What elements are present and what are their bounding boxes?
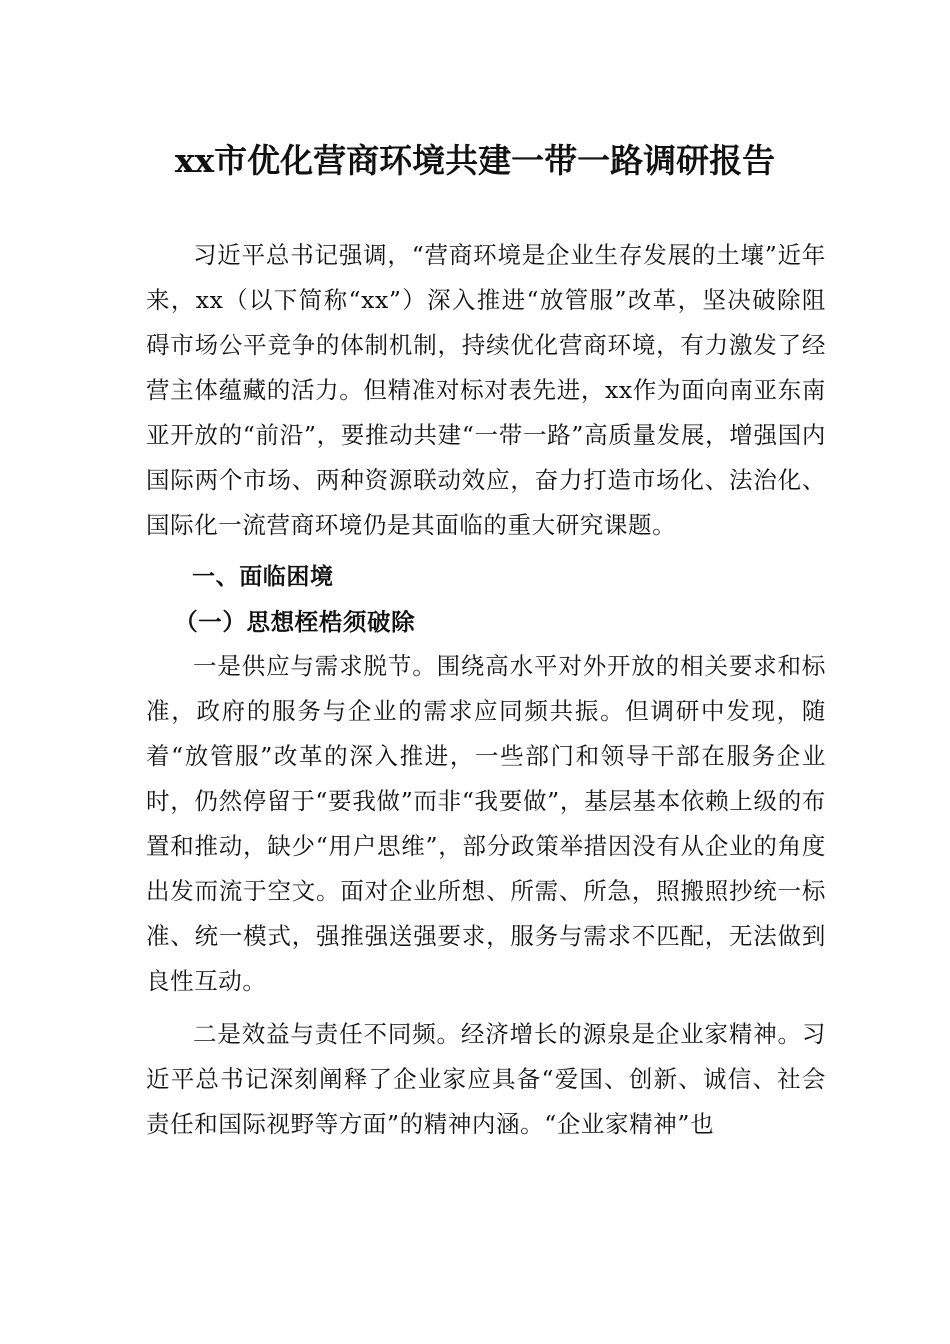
- point-1-body: 围绕高水平对外开放的相关要求和标准，政府的服务与企业的需求应同频共振。但调研中发现，随着“放管服”改革的深入推进，一些部门和领导干部在服务企业时，仍然停留于“要我做”而非“我要做”，基层基本依赖上级的布置和推动，缺少“用户思维”，部分政策举措因没有从企业的角度出发而流于空文。面对企业所想、所需、所急，照搬照抄统一标准、统一模式，强推强送强要求，服务与需求不匹配，无法做到良性互动。: [146, 652, 826, 995]
- point-2-paragraph: [146, 1012, 826, 1147]
- document-title: xx市优化营商环境共建一带一路调研报告: [174, 141, 776, 180]
- section-heading: 一、面临困境: [192, 564, 334, 590]
- point-1-paragraph: [146, 644, 826, 1004]
- document-body: [146, 233, 826, 1147]
- intro-paragraph: 习近平总书记强调，“营商环境是企业生存发展的土壤”近年来，xx（以下简称“xx”）深入推进“放管服”改革，坚决破除阻碍市场公平竞争的体制机制，持续优化营商环境，有力激发了经营主体蕴藏的活力。但精准对标对表先进，xx作为面向南亚东南亚开放的“前沿”，要推动共建“一带一路”高质量发展，增强国内国际两个市场、两种资源联动效应，奋力打造市场化、法治化、国际化一流营商环境仍是其面临的重大研究课题。: [146, 241, 826, 539]
- point-2-lead: 二是效益与责任不同频。: [193, 1020, 461, 1048]
- point-2-body: 经济增长的源泉是企业家精神。习近平总书记深刻阐释了企业家应具备“爱国、创新、诚信、社会责任和国际视野等方面”的精神内涵。“企业家精神”也: [146, 1020, 827, 1138]
- subsection-heading: （一）思想桎梏须破除: [174, 608, 416, 636]
- point-1-lead: 一是供应与需求脱节。: [193, 652, 437, 680]
